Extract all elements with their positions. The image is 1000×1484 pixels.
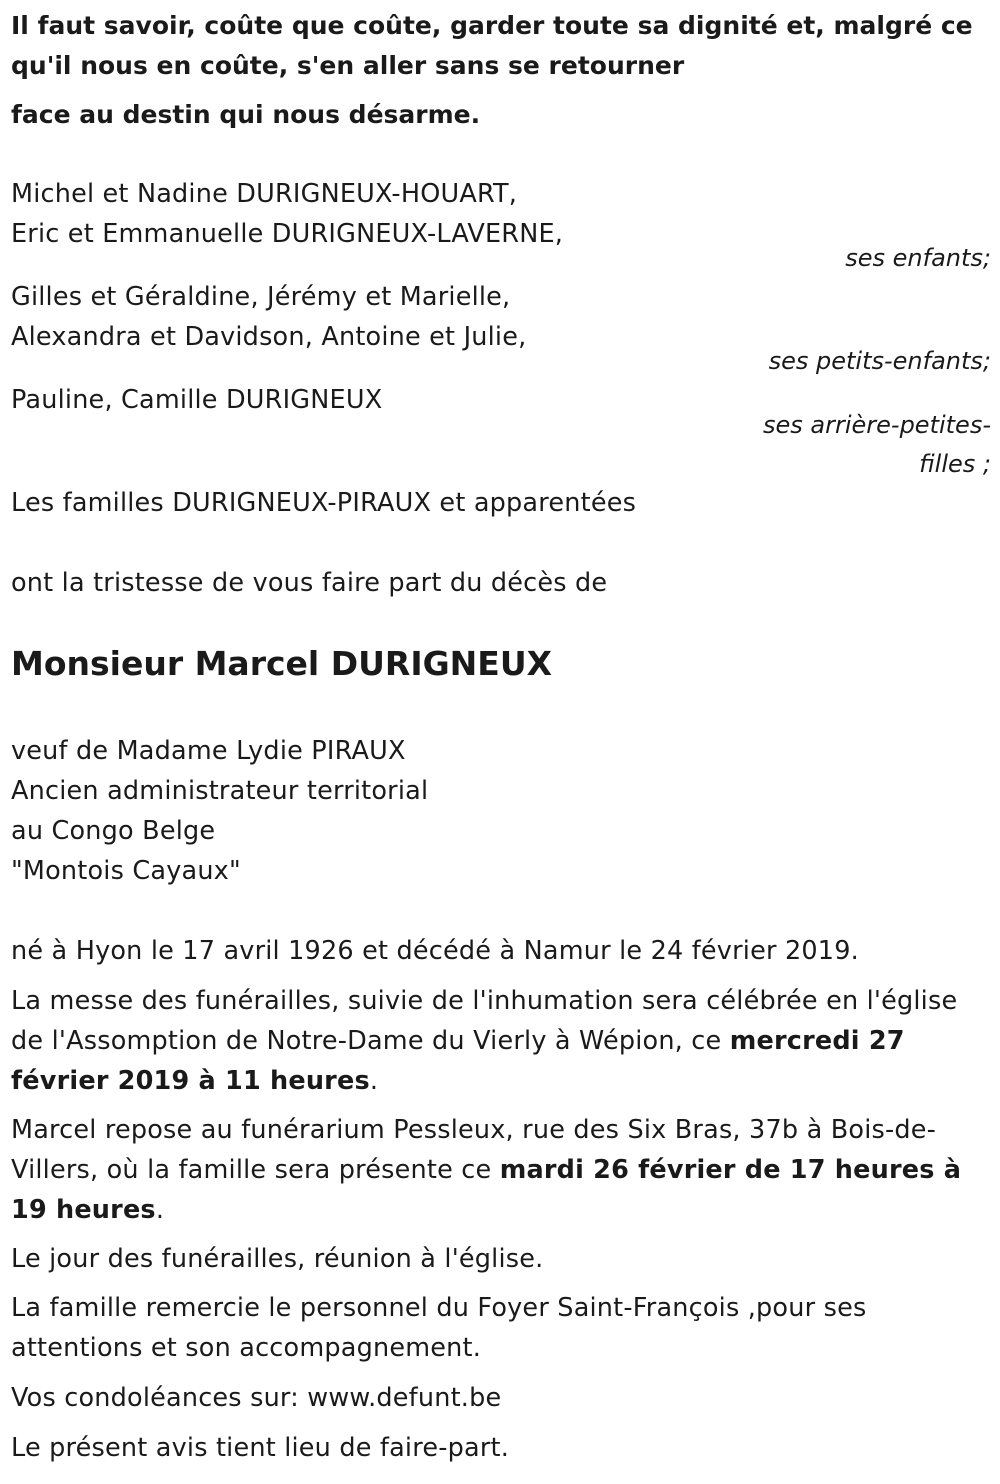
condolences-line: Vos condoléances sur: www.defunt.be [11,1383,502,1413]
families-line: Les familles DURIGNEUX-PIRAUX et apparentées [11,488,637,518]
children-role: ses enfants; [845,244,991,272]
deceased-detail-1: veuf de Madame Lydie PIRAUX [11,736,406,766]
notice-line: Le présent avis tient lieu de faire-part. [11,1433,510,1463]
great-grandchildren-role-2: filles ; [919,450,991,478]
rest-date: mardi 26 février de 17 heures à 19 heures [11,1155,962,1225]
grandchildren-line-1: Gilles et Géraldine, Jérémy et Marielle, [11,282,511,312]
quote-line-1: Il faut savoir, coûte que coûte, garder toute sa dignité et, malgré ce [11,11,973,40]
mass-end: . [369,1066,379,1096]
announcement: ont la tristesse de vous faire part du décès de [11,568,608,598]
meeting-line: Le jour des funérailles, réunion à l'église. [11,1244,544,1274]
rest-text: Marcel repose au funérarium Pessleux, rue des Six Bras, 37b à Bois-de-Villers, où la famille sera présente ce [11,1115,937,1185]
rest-paragraph [11,1110,986,1230]
grandchildren-line-2: Alexandra et Davidson, Antoine et Julie, [11,322,527,352]
quote-line-2: qu'il nous en coûte, s'en aller sans se retourner [11,51,685,80]
deceased-detail-4: "Montois Cayaux" [11,856,241,886]
deceased-name: Monsieur Marcel DURIGNEUX [11,644,553,683]
thanks-paragraph: La famille remercie le personnel du Foyer Saint-François ,pour ses attentions et son accompagnement. [11,1293,867,1363]
children-line-1: Michel et Nadine DURIGNEUX-HOUART, [11,179,518,209]
quote-line-3: face au destin qui nous désarme. [11,100,481,129]
deceased-detail-2: Ancien administrateur territorial [11,776,429,806]
great-grandchildren-role-1: ses arrière-petites- [763,411,991,439]
mass-date: mercredi 27 février 2019 à 11 heures [11,1026,905,1096]
children-line-2: Eric et Emmanuelle DURIGNEUX-LAVERNE, [11,219,564,249]
great-grandchildren: Pauline, Camille DURIGNEUX [11,385,383,415]
birth-death: né à Hyon le 17 avril 1926 et décédé à Namur le 24 février 2019. [11,936,859,966]
rest-end: . [155,1195,165,1225]
deceased-detail-3: au Congo Belge [11,816,216,846]
mass-paragraph [11,981,986,1101]
mass-text: La messe des funérailles, suivie de l'inhumation sera célébrée en l'église de l'Assomption de Notre-Dame du Vierly à Wépion, ce [11,986,958,1056]
grandchildren-role: ses petits-enfants; [768,347,991,375]
